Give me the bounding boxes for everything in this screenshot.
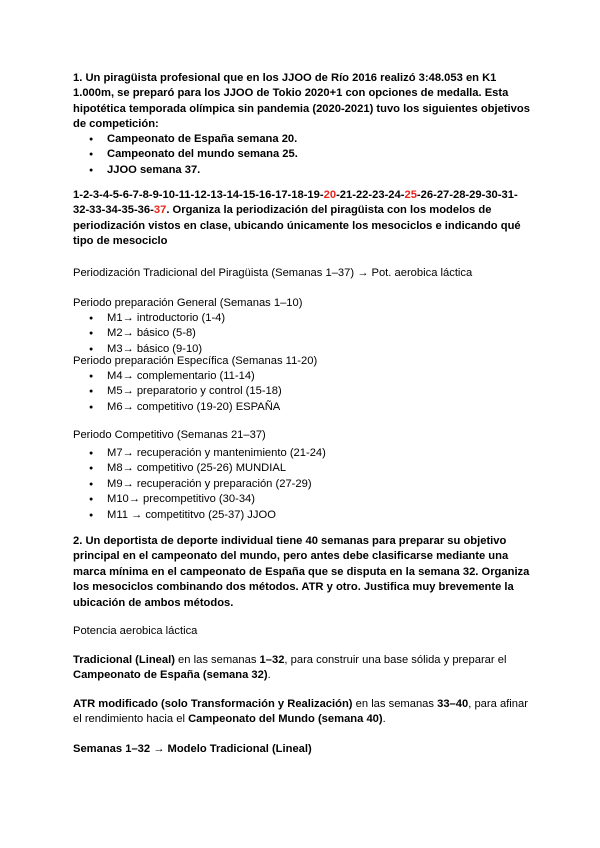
specific-period-list — [73, 369, 533, 415]
list-item: ● M3→ básico (9-10) — [73, 342, 533, 357]
list-item: ● M2→ básico (5-8) — [73, 326, 533, 341]
week-20-highlight: 20 — [323, 189, 337, 201]
question-1-intro: 1. Un piragüista profesional que en los JJOO de Río 2016 realizó 3:48.053 en K1 1.000m, se preparó para los JJOO de Tokio 2020+1 con opciones de medalla. Esta hipotética temporada olímpica sin pandemia (2020-2021) tuvo los siguientes objetivos de competición: — [73, 72, 530, 131]
answer-paragraph-traditional: Tradicional (Lineal) en las semanas 1–32, para construir una base sólida y preparar el Campeonato de España (semana 32). — [73, 654, 507, 682]
capacity-label: Potencia aerobica láctica — [73, 625, 198, 637]
question-2-text: 2. Un deportista de deporte individual tiene 40 semanas para preparar su objetivo principal en el campeonato del mundo, pero antes debe clasificarse mediante una marca mínima en el campeonato de España que se disputa en la semana 32. Organiza los mesociclos combinando dos métodos. ATR y otro. Justifica muy brevemente la ubicación de ambos métodos. — [73, 535, 530, 609]
task-text: . Organiza la periodización del piragüista con los modelos de periodización vistos en clase, ubicando únicamente los mesociclos e indicando qué tipo de mesociclo — [73, 204, 521, 248]
list-item: ● M1→ introductorio (1-4) — [73, 311, 533, 326]
list-item: ● M5→ preparatorio y control (15-18) — [73, 384, 533, 399]
list-item: ● Campeonato de España semana 20. — [73, 132, 533, 147]
general-period-list — [73, 311, 533, 357]
competitive-period-list — [73, 446, 533, 523]
list-item: ● M6→ competitivo (19-20) ESPAÑA — [73, 400, 533, 415]
competitive-period-title: Periodo Competitivo (Semanas 21–37) — [73, 429, 266, 441]
objectives-list — [73, 132, 533, 178]
list-item: ● M10→ precompetitivo (30-34) — [73, 492, 533, 507]
week-37-highlight: 37 — [153, 204, 167, 217]
list-item: ● M11 → competititvo (25-37) JJOO — [73, 508, 533, 523]
list-item: ● M7→ recuperación y mantenimiento (21-24) — [73, 446, 533, 461]
final-heading: Semanas 1–32 → Modelo Tradicional (Lineal) — [73, 743, 312, 755]
weeks-sequence-c: -26-27-28-29-30-31-32-33-34-35-36- — [73, 189, 518, 217]
list-item: ● JJOO semana 37. — [73, 163, 533, 178]
list-item: ● M8→ competitivo (25-26) MUNDIAL — [73, 461, 533, 476]
week-25-highlight: 25 — [404, 189, 417, 201]
question-1-task — [73, 188, 533, 250]
traditional-heading: Periodización Tradicional del Piragüista (Semanas 1–37) → Pot. aerobica láctica — [73, 267, 473, 279]
list-item: ● Campeonato del mundo semana 25. — [73, 147, 533, 162]
weeks-sequence-a: 1-2-3-4-5-6-7-8-9-10-11-12-13-14-15-16-17-18-19- — [73, 189, 324, 201]
general-period-title: Periodo preparación General (Semanas 1–10) — [73, 297, 303, 309]
list-item: ● M4→ complementario (11-14) — [73, 369, 533, 384]
specific-period-title: Periodo preparación Específica (Semanas 11-20) — [73, 355, 318, 367]
weeks-sequence-b: -21-22-23-24- — [336, 189, 405, 201]
list-item: ● M9→ recuperación y preparación (27-29) — [73, 477, 533, 492]
answer-paragraph-atr: ATR modificado (solo Transformación y Realización) en las semanas 33–40, para afinar el rendimiento hacia el Campeonato del Mundo (semana 40). — [73, 698, 528, 726]
